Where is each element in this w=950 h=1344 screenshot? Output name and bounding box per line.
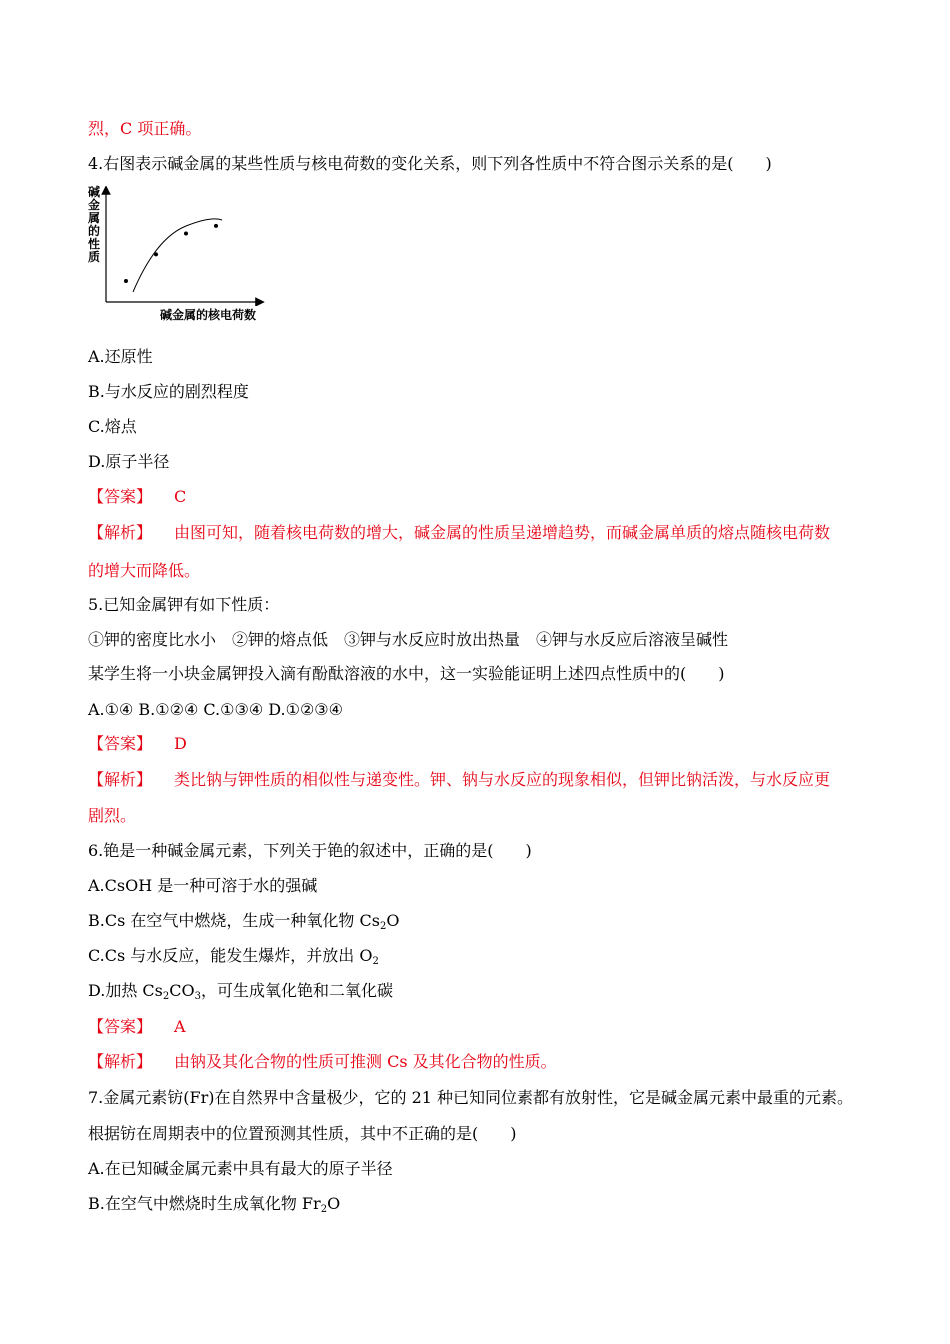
q4-option-a: A.还原性: [88, 347, 153, 366]
analysis-tag: 【解析】: [88, 523, 153, 542]
answer-tag: 【答案】: [88, 734, 153, 753]
q4-analysis: [88, 523, 830, 543]
chart-x-label: 碱金属的核电荷数: [160, 308, 257, 322]
q6-option-a: A.CsOH 是一种可溶于水的强碱: [88, 876, 318, 895]
q5-options: A.①④ B.①②④ C.①③④ D.①②③④: [88, 700, 343, 719]
answer-value: C: [174, 487, 187, 506]
q5-props: ①钾的密度比水小 ②钾的熔点低 ③钾与水反应时放出热量 ④钾与水反应后溶液呈碱性: [88, 630, 729, 649]
q6-option-c: C.Cs 与水反应，能发生爆炸，并放出 $O_2$: [88, 946, 379, 967]
y-label-char: 性: [87, 237, 100, 251]
y-label-char: 金: [87, 198, 100, 212]
analysis-tag: 【解析】: [88, 1052, 153, 1071]
q7-stem: 7.金属元素钫(Fr)在自然界中含量极少，它的 21 种已知同位素都有放射性，它是碱金属元素中最重的元素。: [88, 1088, 854, 1107]
q6-analysis: [88, 1052, 557, 1072]
chart: [86, 186, 276, 326]
analysis-text: 由钠及其化合物的性质可推测 Cs 及其化合物的性质。: [174, 1052, 557, 1071]
q4-answer: [88, 487, 186, 507]
y-label-char: 的: [87, 224, 100, 238]
q5-analysis-cont: 剧烈。: [88, 806, 137, 825]
analysis-text: 类比钠与钾性质的相似性与递变性。钾、钠与水反应的现象相似，但钾比钠活泼，与水反应更: [174, 770, 831, 789]
q7-option-a: A.在已知碱金属元素中具有最大的原子半径: [88, 1159, 393, 1178]
q7-stem-cont: 根据钫在周期表中的位置预测其性质，其中不正确的是( ): [88, 1124, 517, 1143]
q3-tail: 烈，C 项正确。: [88, 119, 202, 138]
q5-answer: [88, 734, 187, 754]
q6-answer: [88, 1017, 186, 1037]
q4-option-b: B.与水反应的剧烈程度: [88, 382, 249, 401]
q4-stem: 4.右图表示碱金属的某些性质与核电荷数的变化关系，则下列各性质中不符合图示关系的是( ): [88, 154, 772, 173]
q4-option-c: C.熔点: [88, 417, 137, 436]
answer-value: A: [174, 1017, 186, 1036]
q6-option-b: B.Cs 在空气中燃烧，生成一种氧化物 $Cs_2O$: [88, 911, 400, 932]
data-point: [214, 224, 218, 228]
q4-option-d: D.原子半径: [88, 452, 170, 471]
q6-option-d: D.加热 $Cs_2CO_3$，可生成氧化铯和二氧化碳: [88, 981, 394, 1002]
q7-option-b: B.在空气中燃烧时生成氧化物 $Fr_2O$: [88, 1194, 341, 1215]
answer-tag: 【答案】: [88, 487, 153, 506]
y-label-char: 属: [87, 211, 100, 225]
analysis-text: 由图可知，随着核电荷数的增大，碱金属的性质呈递增趋势，而碱金属单质的熔点随核电荷数: [174, 523, 831, 542]
chart-plot: [86, 186, 276, 306]
q6-stem: 6.铯是一种碱金属元素，下列关于铯的叙述中，正确的是( ): [88, 841, 532, 860]
analysis-tag: 【解析】: [88, 770, 153, 789]
q5-analysis: [88, 770, 830, 790]
y-label-char: 质: [87, 250, 100, 264]
q5-question: 某学生将一小块金属钾投入滴有酚酞溶液的水中，这一实验能证明上述四点性质中的( ): [88, 664, 725, 683]
data-point: [184, 232, 188, 236]
series-curve: [133, 219, 222, 292]
data-point: [154, 252, 158, 256]
answer-value: D: [174, 734, 187, 753]
q4-analysis-cont: 的增大而降低。: [88, 561, 201, 580]
data-point: [124, 279, 128, 283]
answer-tag: 【答案】: [88, 1017, 153, 1036]
q5-stem: 5.已知金属钾有如下性质：: [88, 595, 280, 614]
y-label-char: 碱: [87, 185, 100, 199]
